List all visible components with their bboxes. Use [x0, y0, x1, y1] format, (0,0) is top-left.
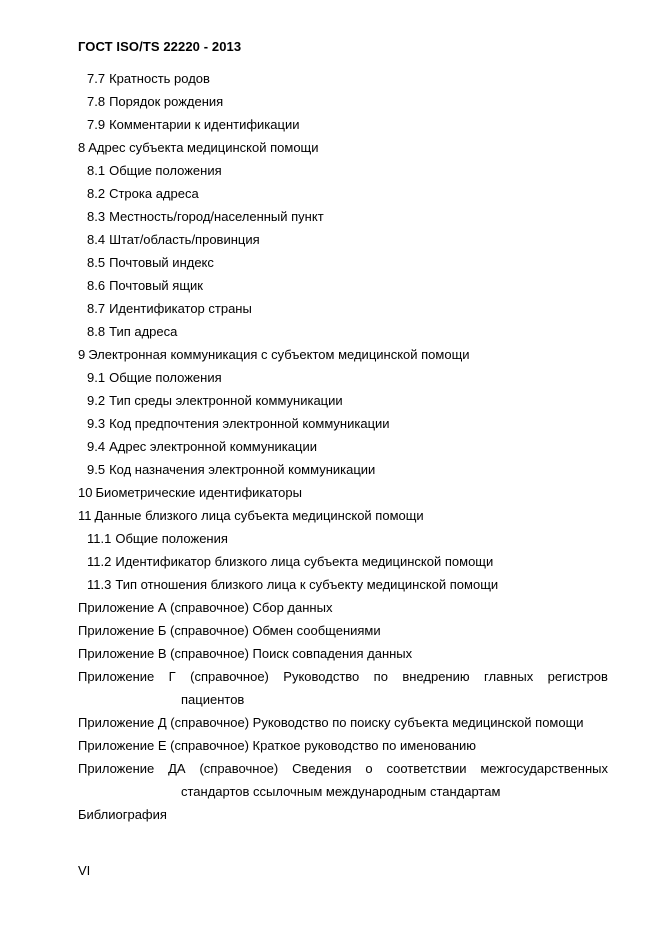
- toc-number: 11.3: [87, 577, 112, 592]
- word: ДА: [168, 761, 186, 776]
- word: (справочное): [190, 669, 269, 684]
- word: регистров: [547, 669, 608, 684]
- toc-title: Электронная коммуникация с субъектом медицинской помощи: [88, 347, 470, 362]
- word: соответствии: [386, 761, 467, 776]
- toc-entry-9-4: [78, 435, 608, 458]
- toc-appendix-d: Приложение Д (справочное) Руководство по поиску субъекта медицинской помощи: [78, 715, 584, 730]
- page-number: VI: [78, 863, 91, 878]
- toc-number: 8.1: [87, 163, 106, 178]
- toc-entry-8-8: [78, 320, 608, 343]
- toc-number: 9.1: [87, 370, 106, 385]
- toc-appendix-v: Приложение В (справочное) Поиск совпадения данных: [78, 646, 413, 661]
- toc-entry-8-4: [78, 228, 608, 251]
- toc-number: 8.2: [87, 186, 106, 201]
- toc-title: Идентификатор страны: [109, 301, 252, 316]
- toc-entry-8-1: [78, 159, 608, 182]
- toc-title: Общие положения: [109, 370, 222, 385]
- toc-entry-9-3: [78, 412, 608, 435]
- toc-number: 11: [78, 508, 92, 523]
- toc-title: Общие положения: [115, 531, 228, 546]
- toc-entry-8: [78, 136, 608, 159]
- toc-entry-9: [78, 343, 608, 366]
- toc-title: Общие положения: [109, 163, 222, 178]
- toc-title: Адрес субъекта медицинской помощи: [88, 140, 319, 155]
- toc-number: 8.5: [87, 255, 106, 270]
- table-of-contents: [78, 67, 608, 826]
- document-header: ГОСТ ISO/TS 22220 - 2013: [78, 39, 242, 54]
- word: Сведения: [292, 761, 352, 776]
- toc-title: Тип среды электронной коммуникации: [109, 393, 343, 408]
- toc-entry-11-1: [78, 527, 608, 550]
- toc-appendix-da: [78, 757, 608, 803]
- toc-title: Код назначения электронной коммуникации: [109, 462, 376, 477]
- toc-number: 8: [78, 140, 86, 155]
- toc-number: 7.9: [87, 117, 106, 132]
- word: (справочное): [199, 761, 279, 776]
- toc-appendix-g-line1: [78, 665, 608, 688]
- toc-number: 7.7: [87, 71, 106, 86]
- toc-number: 11.1: [87, 531, 112, 546]
- toc-entry-11-2: [78, 550, 608, 573]
- toc-appendix-b: Приложение Б (справочное) Обмен сообщениями: [78, 623, 381, 638]
- toc-number: 8.3: [87, 209, 106, 224]
- toc-entry-8-2: [78, 182, 608, 205]
- toc-title: Почтовый ящик: [109, 278, 203, 293]
- word: о: [365, 761, 373, 776]
- toc-entry-9-5: [78, 458, 608, 481]
- toc-appendix-da-line2: стандартов ссылочным международным стандартам: [181, 784, 501, 799]
- toc-title: Комментарии к идентификации: [109, 117, 300, 132]
- toc-entry-7-7: [78, 67, 608, 90]
- toc-title: Тип адреса: [109, 324, 178, 339]
- toc-entry-8-7: [78, 297, 608, 320]
- word: Приложение: [78, 761, 155, 776]
- toc-title: Строка адреса: [109, 186, 199, 201]
- toc-appendix-da-line1: [78, 757, 608, 780]
- toc-title: Почтовый индекс: [109, 255, 214, 270]
- toc-entry-8-6: [78, 274, 608, 297]
- toc-number: 8.7: [87, 301, 106, 316]
- toc-number: 8.6: [87, 278, 106, 293]
- word: по: [373, 669, 388, 684]
- toc-title: Кратность родов: [109, 71, 210, 86]
- toc-number: 9.2: [87, 393, 106, 408]
- toc-title: Идентификатор близкого лица субъекта медицинской помощи: [115, 554, 494, 569]
- toc-entry-11-3: [78, 573, 608, 596]
- word: главных: [484, 669, 534, 684]
- toc-title: Местность/город/населенный пункт: [109, 209, 324, 224]
- toc-title: Данные близкого лица субъекта медицинской помощи: [94, 508, 424, 523]
- toc-appendix-a: Приложение А (справочное) Сбор данных: [78, 600, 333, 615]
- word: внедрению: [402, 669, 470, 684]
- toc-number: 9.4: [87, 439, 106, 454]
- toc-entry-9-1: [78, 366, 608, 389]
- toc-entry-8-3: [78, 205, 608, 228]
- toc-entry-8-5: [78, 251, 608, 274]
- toc-number: 7.8: [87, 94, 106, 109]
- toc-number: 11.2: [87, 554, 112, 569]
- toc-number: 9.5: [87, 462, 106, 477]
- toc-entry-9-2: [78, 389, 608, 412]
- word: Приложение: [78, 669, 155, 684]
- toc-title: Код предпочтения электронной коммуникации: [109, 416, 390, 431]
- toc-title: Штат/область/провинция: [109, 232, 260, 247]
- toc-appendix-g: [78, 665, 608, 711]
- toc-number: 9.3: [87, 416, 106, 431]
- toc-entry-10: [78, 481, 608, 504]
- toc-title: Тип отношения близкого лица к субъекту медицинской помощи: [115, 577, 499, 592]
- toc-title: Биометрические идентификаторы: [95, 485, 302, 500]
- toc-bibliography: Библиография: [78, 807, 167, 822]
- toc-entry-7-8: [78, 90, 608, 113]
- toc-entry-7-9: [78, 113, 608, 136]
- toc-number: 8.8: [87, 324, 106, 339]
- toc-title: Порядок рождения: [109, 94, 224, 109]
- word: Г: [168, 669, 176, 684]
- toc-entry-11: [78, 504, 608, 527]
- toc-appendix-e: Приложение Е (справочное) Краткое руководство по именованию: [78, 738, 477, 753]
- word: межгосударственных: [480, 761, 608, 776]
- toc-title: Адрес электронной коммуникации: [109, 439, 317, 454]
- word: Руководство: [283, 669, 360, 684]
- toc-number: 8.4: [87, 232, 106, 247]
- toc-appendix-g-line2: пациентов: [181, 692, 245, 707]
- toc-number: 9: [78, 347, 86, 362]
- toc-number: 10: [78, 485, 93, 500]
